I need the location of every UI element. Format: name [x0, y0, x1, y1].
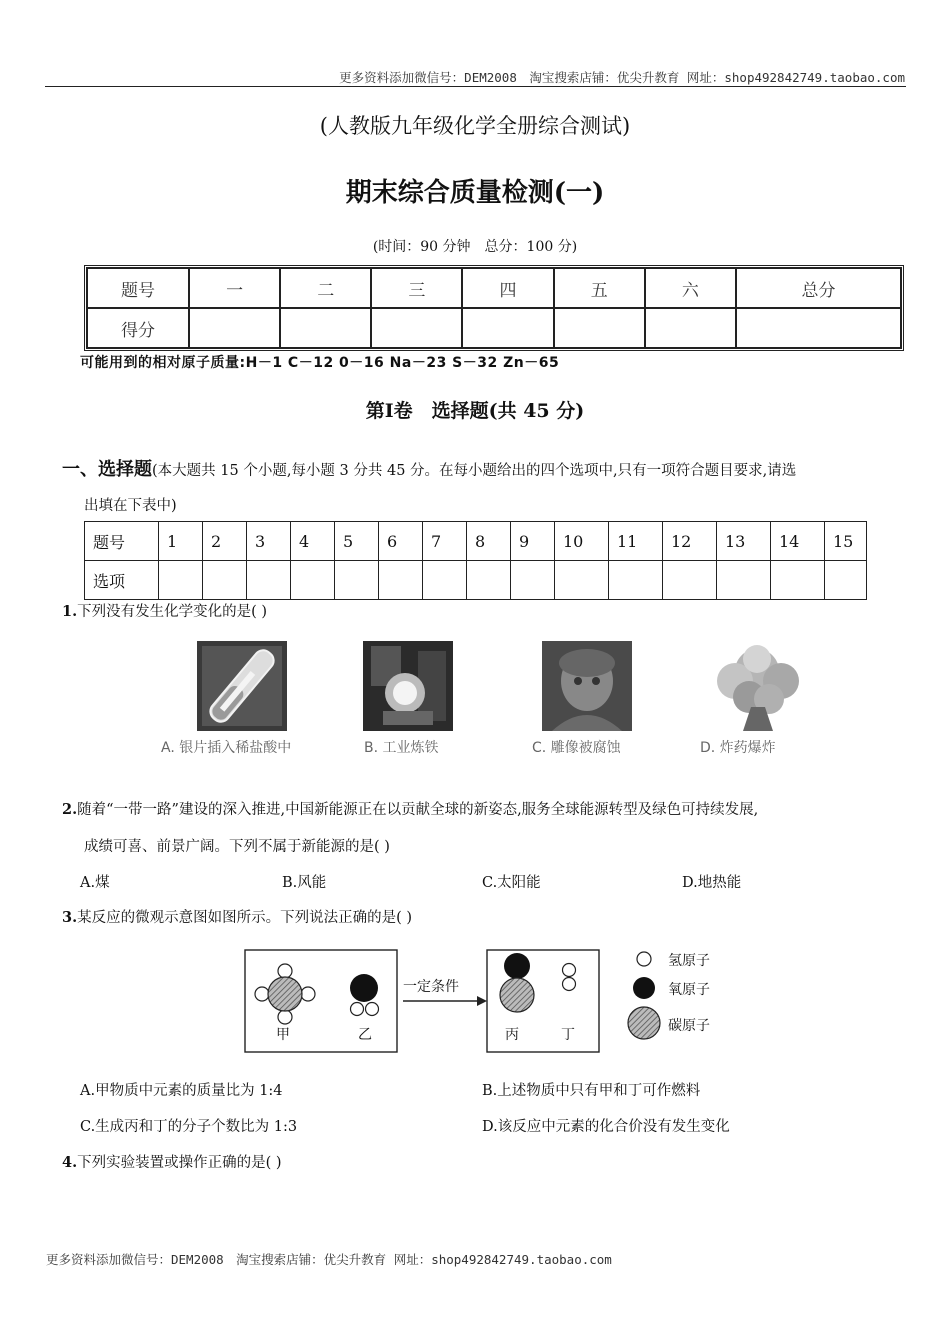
answer-cell[interactable]: [291, 561, 335, 600]
answer-cell[interactable]: [467, 561, 511, 600]
score-cell[interactable]: [736, 308, 901, 348]
q3-option-b[interactable]: B.上述物质中只有甲和丁可作燃料: [482, 1083, 701, 1099]
label-ding: 丁: [561, 1027, 575, 1043]
question-2: [62, 798, 758, 819]
q1-option-d-caption: D. 炸药爆炸: [700, 740, 776, 756]
corroded-statue-image: [542, 641, 632, 731]
reaction-diagram-graphic: [243, 938, 735, 1056]
score-cell[interactable]: [189, 308, 280, 348]
question-text: 下列实验装置或操作正确的是( ): [77, 1155, 282, 1171]
legend-hydrogen: 氢原子: [668, 953, 710, 969]
question-number: 3.: [62, 909, 78, 926]
answer-cell[interactable]: [203, 561, 247, 600]
score-table-header-row: [87, 268, 901, 308]
score-cell[interactable]: [462, 308, 553, 348]
answer-row-label: 选项: [85, 561, 159, 600]
q1-option-b-caption: B. 工业炼铁: [364, 740, 439, 756]
score-col-header: 二: [280, 268, 371, 308]
score-col-header: 三: [371, 268, 462, 308]
answer-number: 14: [771, 522, 825, 561]
part1-heading: 一、选择题: [62, 459, 152, 480]
answer-cell[interactable]: [609, 561, 663, 600]
answer-row-label: 题号: [85, 522, 159, 561]
label-jia: 甲: [276, 1027, 290, 1043]
question-2-cont: 成绩可喜、前景广阔。下列不属于新能源的是( ): [84, 839, 390, 855]
score-cell[interactable]: [280, 308, 371, 348]
label-bing: 丙: [505, 1027, 519, 1043]
q2-option-a[interactable]: A.煤: [80, 875, 110, 891]
answer-number: 7: [423, 522, 467, 561]
score-col-header: 四: [462, 268, 553, 308]
answer-cell[interactable]: [771, 561, 825, 600]
answer-number-row: [85, 522, 867, 561]
part1-desc-cont: 出填在下表中): [84, 498, 177, 514]
score-cell[interactable]: [554, 308, 645, 348]
q1-option-c-caption: C. 雕像被腐蚀: [532, 740, 621, 756]
q3-reaction-diagram: [243, 938, 735, 1056]
label-yi: 乙: [358, 1027, 372, 1043]
score-cell[interactable]: [371, 308, 462, 348]
answer-number: 12: [663, 522, 717, 561]
header-divider: [45, 86, 906, 87]
answer-number: 3: [247, 522, 291, 561]
question-4: [62, 1151, 282, 1172]
q1-option-a-caption: A. 银片插入稀盐酸中: [161, 740, 292, 756]
answer-cell[interactable]: [335, 561, 379, 600]
answer-choice-row: [85, 561, 867, 600]
answer-cell[interactable]: [159, 561, 203, 600]
answer-cell[interactable]: [423, 561, 467, 600]
q3-option-d[interactable]: D.该反应中元素的化合价没有发生变化: [482, 1119, 730, 1135]
answer-cell[interactable]: [511, 561, 555, 600]
answer-number: 15: [825, 522, 867, 561]
question-1: [62, 600, 267, 621]
q3-option-a[interactable]: A.甲物质中元素的质量比为 1:4: [80, 1083, 283, 1099]
reaction-condition: 一定条件: [403, 979, 459, 995]
iron-smelting-image: [363, 641, 453, 731]
question-number: 1.: [62, 603, 78, 620]
answer-cell[interactable]: [379, 561, 423, 600]
question-number: 2.: [62, 801, 78, 818]
answer-number: 11: [609, 522, 663, 561]
answer-number: 13: [717, 522, 771, 561]
answer-number: 5: [335, 522, 379, 561]
answer-number: 1: [159, 522, 203, 561]
score-row-label: 得分: [87, 308, 189, 348]
answer-number: 6: [379, 522, 423, 561]
atomic-mass-info: 可能用到的相对原子质量:H－1 C－12 0－16 Na－23 S－32 Zn－65: [80, 355, 560, 371]
q1-figure: [155, 633, 810, 765]
question-number: 4.: [62, 1154, 78, 1171]
q2-option-c[interactable]: C.太阳能: [482, 875, 541, 891]
score-col-header: 五: [554, 268, 645, 308]
part1-desc: (本大题共 15 个小题,每小题 3 分共 45 分。在每小题给出的四个选项中,只有一项符合题目要求,请选: [152, 463, 797, 479]
page-header: 更多资料添加微信号：DEM2008 淘宝搜索店铺：优尖升教育 网址：shop492842749.taobao.com: [339, 70, 905, 85]
question-text: 随着“一带一路”建设的深入推进,中国新能源正在以贡献全球的新姿态,服务全球能源转型及绿色可持续发展,: [77, 802, 759, 818]
answer-number: 2: [203, 522, 247, 561]
exam-subtitle: (人教版九年级化学全册综合测试): [319, 114, 631, 138]
legend-oxygen: 氧原子: [668, 982, 710, 998]
q3-option-c[interactable]: C.生成丙和丁的分子个数比为 1:3: [80, 1119, 298, 1135]
score-cell[interactable]: [645, 308, 736, 348]
exam-time-info: (时间：90 分钟 总分：100 分): [372, 239, 578, 255]
answer-table: [84, 521, 867, 600]
part1-instructions: [62, 452, 892, 524]
score-table-score-row: [87, 308, 901, 348]
answer-cell[interactable]: [717, 561, 771, 600]
answer-number: 10: [555, 522, 609, 561]
legend-carbon: 碳原子: [668, 1018, 710, 1034]
score-col-header: 总分: [736, 268, 901, 308]
silver-in-acid-image: [197, 641, 287, 731]
question-3: [62, 906, 412, 927]
answer-number: 9: [511, 522, 555, 561]
question-text: 某反应的微观示意图如图所示。下列说法正确的是( ): [77, 910, 413, 926]
score-row-label: 题号: [87, 268, 189, 308]
answer-cell[interactable]: [555, 561, 609, 600]
explosion-image: [703, 641, 811, 731]
q2-option-b[interactable]: B.风能: [282, 875, 327, 891]
score-table: [84, 265, 904, 351]
section-title: 第Ⅰ卷 选择题(共 45 分): [365, 400, 585, 422]
answer-cell[interactable]: [825, 561, 867, 600]
q2-option-d[interactable]: D.地热能: [682, 875, 742, 891]
score-col-header: 一: [189, 268, 280, 308]
score-col-header: 六: [645, 268, 736, 308]
answer-cell[interactable]: [247, 561, 291, 600]
answer-cell[interactable]: [663, 561, 717, 600]
question-text: 下列没有发生化学变化的是( ): [77, 604, 268, 620]
page-footer: 更多资料添加微信号：DEM2008 淘宝搜索店铺：优尖升教育 网址：shop492842749.taobao.com: [46, 1252, 612, 1267]
answer-number: 8: [467, 522, 511, 561]
exam-title: 期末综合质量检测(一): [345, 178, 605, 208]
answer-number: 4: [291, 522, 335, 561]
